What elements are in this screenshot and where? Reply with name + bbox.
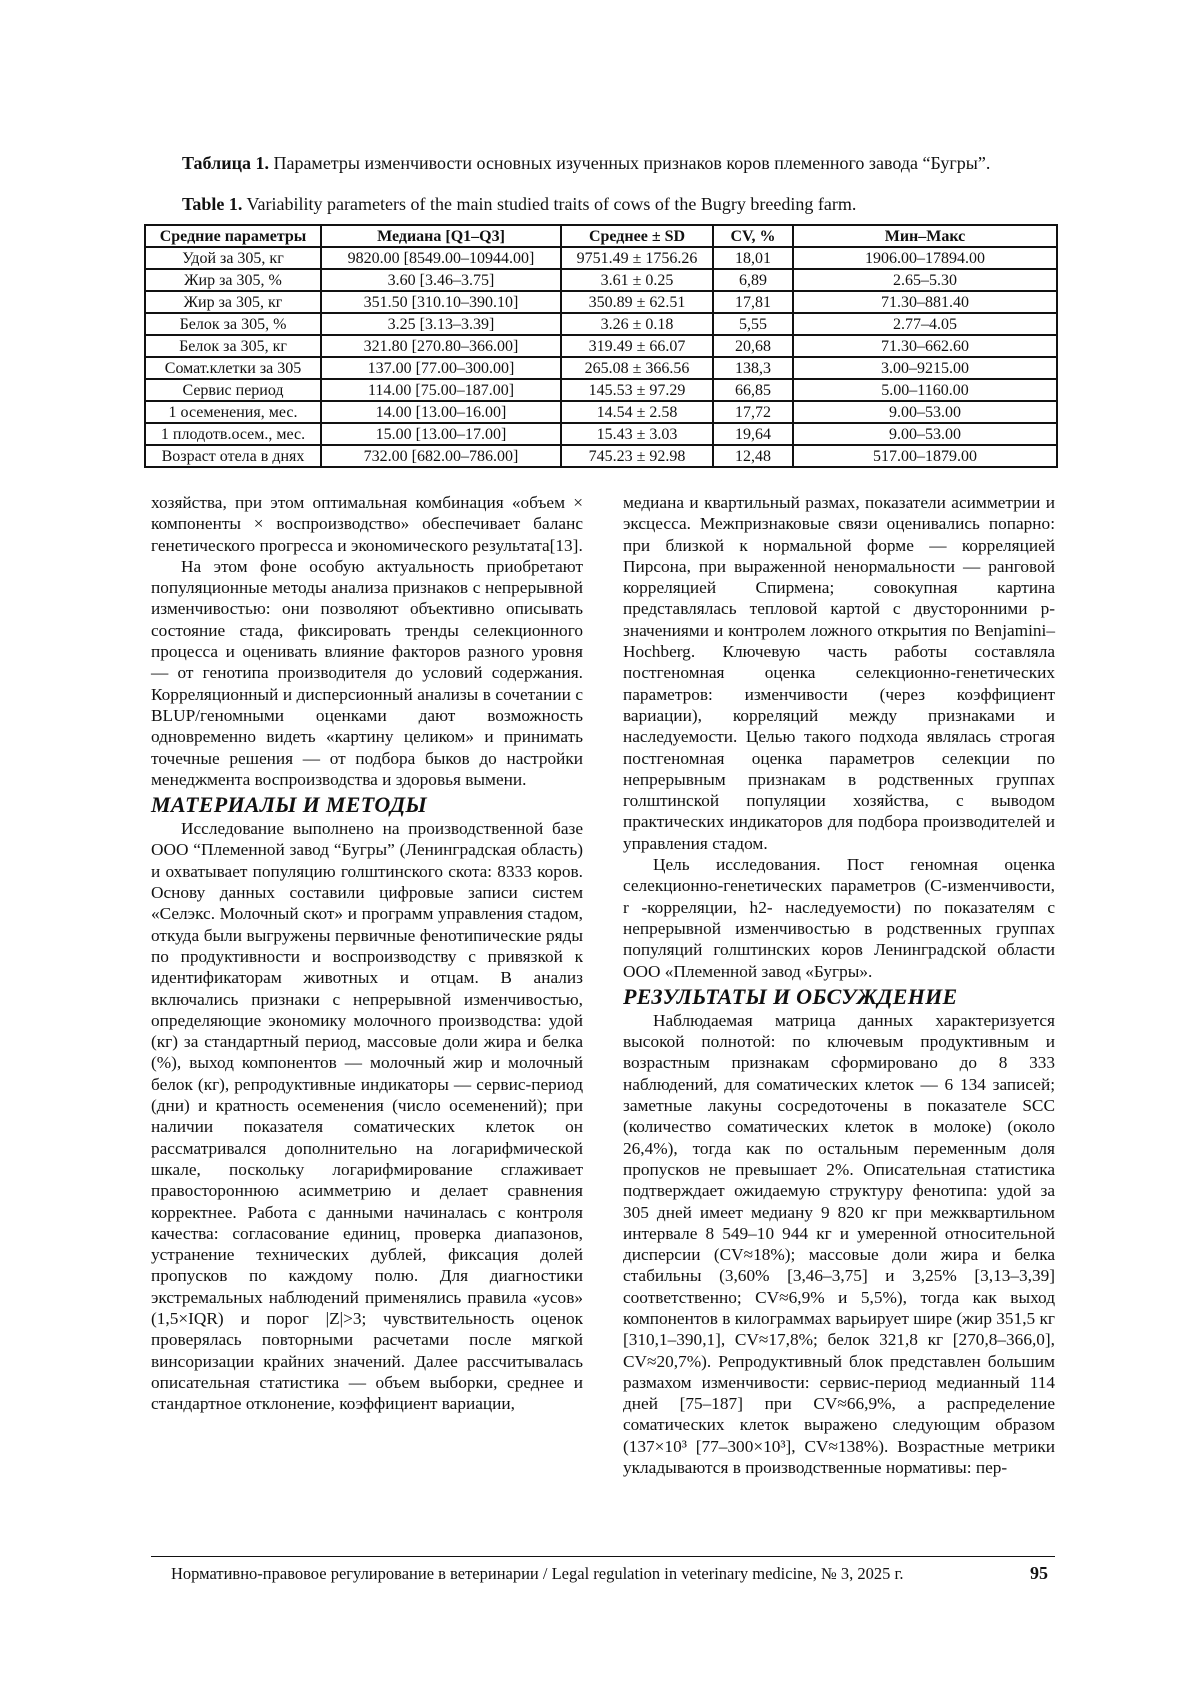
table-cell: 71.30–662.60	[793, 335, 1057, 357]
caption-text-en: Variability parameters of the main studied traits of cows of the Bugry breeding farm.	[247, 194, 857, 214]
table-cell: 9.00–53.00	[793, 401, 1057, 423]
table-cell: 3.26 ± 0.18	[561, 313, 713, 335]
table-cell: 9.00–53.00	[793, 423, 1057, 445]
table-caption-ru	[182, 153, 1058, 174]
table-caption-en	[182, 194, 1058, 215]
table-cell: 732.00 [682.00–786.00]	[321, 445, 561, 467]
right-paragraph-1: медиана и квартильный размах, показатели асимметрии и эксцесса. Межпризнаковые связи оценивались попарно: при близкой к нормальной форме — корреляцией Пирсона, при выраженной ненормальности — ранговой корреляцией Спирмена; совокупная картина представлялась тепловой картой с двусторонними p-значениями и контролем ложного открытия по Benjamini–Hochberg. Ключевую часть работы составляла постгеномная оценка селекционно-генетических параметров: изменчивости (через коэффициент вариации), корреляций между признаками и наследуемости. Целью такого подхода являлась строгая постгеномная оценка параметров селекции по непрерывным признакам в родственных группах голштинской популяции хозяйства, с выводом практических индикаторов для подбора производителей и управления стадом.	[623, 492, 1055, 854]
table-cell: Белок за 305, %	[145, 313, 321, 335]
table-cell: 14.00 [13.00–16.00]	[321, 401, 561, 423]
left-column	[151, 492, 583, 1414]
left-paragraph-2: На этом фоне особую актуальность приобретают популяционные методы анализа признаков с непрерывной изменчивостью: они позволяют объективно описывать состояние стада, фиксировать тренды селекционного процесса и оценивать влияние факторов разного уровня — от генотипа производителя до условий содержания. Корреляционный и дисперсионный анализы в сочетании с BLUP/геномными оценками дают возможность одновременно видеть «картину целиком» и принимать точечные решения — от подбора быков до настройки менеджмента воспроизводства и здоровья вымени.	[151, 556, 583, 790]
right-paragraph-2: Цель исследования. Пост геномная оценка селекционно-генетических параметров (С-изменчивости, r -корреляции, h2- наследуемости) по показателям с непрерывной изменчивостью в родственных группах популяций голштинских коров Ленинградской области ООО «Племенной завод «Бугры».	[623, 854, 1055, 982]
table-row	[145, 247, 1057, 269]
table-cell: 3.61 ± 0.25	[561, 269, 713, 291]
right-paragraph-3: Наблюдаемая матрица данных характеризуется высокой полнотой: по ключевым продуктивным и возрастным признакам сформировано до 8 333 наблюдений, для соматических клеток — 6 134 записей; заметные лакуны сосредоточены в показателе SCC (количество соматических клеток в молоке) (около 26,4%), тогда как по остальным переменным доля пропусков не превышает 2%. Описательная статистика подтверждает ожидаемую структуру фенотипа: удой за 305 дней имеет медиану 9 820 кг при межквартильном интервале 8 549–10 944 кг и умеренной относительной дисперсии (CV≈18%); массовые доли жира и белка стабильны (3,60% [3,46–3,75] и 3,25% [3,13–3,39] соответственно; CV≈6,9% и 5,5%), тогда как выход компонентов в килограммах варьирует шире (жир 351,5 кг [310,1–390,1], CV≈17,8%; белок 321,8 кг [270,8–366,0], CV≈20,7%). Репродуктивный блок представлен большим размахом изменчивости: сервис-период медианный 114 дней [75–187] при CV≈66,9%, а распределение соматических клеток выражено следующим образом (137×10³ [77–300×10³], CV≈138%). Возрастные метрики укладываются в производственные нормативы: пер-	[623, 1010, 1055, 1479]
table-cell: 66,85	[713, 379, 793, 401]
table-cell: 9820.00 [8549.00–10944.00]	[321, 247, 561, 269]
table-cell: 114.00 [75.00–187.00]	[321, 379, 561, 401]
table-cell: 145.53 ± 97.29	[561, 379, 713, 401]
table-cell: Сомат.клетки за 305	[145, 357, 321, 379]
table-cell: 138,3	[713, 357, 793, 379]
table-cell: Жир за 305, %	[145, 269, 321, 291]
footer-rule	[151, 1556, 1055, 1557]
caption-label-ru: Таблица 1.	[182, 153, 269, 173]
caption-label-en: Table 1.	[182, 194, 242, 214]
section-heading-results: РЕЗУЛЬТАТЫ И ОБСУЖДЕНИЕ	[623, 985, 1055, 1009]
table-header-cell: Медиана [Q1–Q3]	[321, 225, 561, 247]
table-cell: 18,01	[713, 247, 793, 269]
table-cell: 6,89	[713, 269, 793, 291]
table-cell: Удой за 305, кг	[145, 247, 321, 269]
table-cell: 350.89 ± 62.51	[561, 291, 713, 313]
table-cell: 351.50 [310.10–390.10]	[321, 291, 561, 313]
table-cell: 1906.00–17894.00	[793, 247, 1057, 269]
table-body	[145, 247, 1057, 467]
table-row	[145, 445, 1057, 467]
table-cell: Белок за 305, кг	[145, 335, 321, 357]
table-cell: 71.30–881.40	[793, 291, 1057, 313]
page-number: 95	[1030, 1563, 1048, 1584]
table-cell: 1 плодотв.осем., мес.	[145, 423, 321, 445]
left-paragraph-3: Исследование выполнено на производственной базе ООО “Племенной завод “Бугры” (Ленинградская область) и охватывает популяцию голштинского скота: 8333 коров. Основу данных составили цифровые записи систем «Селэкс. Молочный скот» и программ управления стадом, откуда были выгружены первичные фенотипические ряды по продуктивности и воспроизводству с привязкой к идентификаторам животных и отцам. В анализ включались признаки с непрерывной изменчивостью, определяющие экономику молочного производства: удой (кг) за стандартный период, массовые доли жира и белка (%), выход компонентов — молочный жир и молочный белок (кг), репродуктивные индикаторы — сервис-период (дни) и кратность осеменения (число осеменений); при наличии показателя соматических клеток он рассматривался дополнительно на логарифмической шкале, поскольку логарифмирование сглаживает правостороннюю асимметрию и делает сравнения корректнее. Работа с данными начиналась с контроля качества: согласование единиц, проверка диапазонов, устранение технических дублей, фиксация долей пропусков по каждому полю. Для диагностики экстремальных наблюдений применялись правила «усов» (1,5×IQR) и порог |Z|>3; чувствительность оценок проверялась повторными расчетами после мягкой винсоризации крайних значений. Далее рассчитывалась описательная статистика — объем выборки, среднее и стандартное отклонение, коэффициент вариации,	[151, 818, 583, 1414]
table-cell: 5,55	[713, 313, 793, 335]
left-paragraph-1: хозяйства, при этом оптимальная комбинация «объем × компоненты × воспроизводство» обеспечивает баланс генетического прогресса и экономического результата[13].	[151, 492, 583, 556]
table-cell: 3.25 [3.13–3.39]	[321, 313, 561, 335]
table-row	[145, 401, 1057, 423]
table-row	[145, 269, 1057, 291]
table-cell: 17,81	[713, 291, 793, 313]
table-cell: 14.54 ± 2.58	[561, 401, 713, 423]
table-header-cell: CV, %	[713, 225, 793, 247]
table-cell: 517.00–1879.00	[793, 445, 1057, 467]
table-cell: 17,72	[713, 401, 793, 423]
table-cell: Жир за 305, кг	[145, 291, 321, 313]
caption-text-ru: Параметры изменчивости основных изученных признаков коров племенного завода “Бугры”.	[273, 153, 990, 173]
table-header-cell: Мин–Макс	[793, 225, 1057, 247]
table-cell: 321.80 [270.80–366.00]	[321, 335, 561, 357]
table-cell: 15.00 [13.00–17.00]	[321, 423, 561, 445]
table-cell: 20,68	[713, 335, 793, 357]
table-row	[145, 313, 1057, 335]
section-heading-methods: МАТЕРИАЛЫ И МЕТОДЫ	[151, 793, 583, 817]
table-cell: 12,48	[713, 445, 793, 467]
table-cell: Сервис период	[145, 379, 321, 401]
table-row	[145, 357, 1057, 379]
table-cell: 265.08 ± 366.56	[561, 357, 713, 379]
table-cell: 745.23 ± 92.98	[561, 445, 713, 467]
table-cell: 15.43 ± 3.03	[561, 423, 713, 445]
table-row	[145, 291, 1057, 313]
table-cell: 2.77–4.05	[793, 313, 1057, 335]
table-cell: 137.00 [77.00–300.00]	[321, 357, 561, 379]
variability-table	[144, 224, 1058, 468]
table-cell: 319.49 ± 66.07	[561, 335, 713, 357]
table-cell: 2.65–5.30	[793, 269, 1057, 291]
table-row	[145, 335, 1057, 357]
table-cell: 3.00–9215.00	[793, 357, 1057, 379]
table-header-cell: Среднее ± SD	[561, 225, 713, 247]
table-row	[145, 379, 1057, 401]
right-column	[623, 492, 1055, 1478]
table-header-cell: Средние параметры	[145, 225, 321, 247]
table-cell: 1 осеменения, мес.	[145, 401, 321, 423]
footer-journal: Нормативно-правовое регулирование в ветеринарии / Legal regulation in veterinary medicine, № 3, 2025 г.	[171, 1564, 904, 1584]
table-cell: 19,64	[713, 423, 793, 445]
table-header-row	[145, 225, 1057, 247]
table-cell: 3.60 [3.46–3.75]	[321, 269, 561, 291]
table-row	[145, 423, 1057, 445]
table-cell: 9751.49 ± 1756.26	[561, 247, 713, 269]
table-cell: 5.00–1160.00	[793, 379, 1057, 401]
table-cell: Возраст отела в днях	[145, 445, 321, 467]
